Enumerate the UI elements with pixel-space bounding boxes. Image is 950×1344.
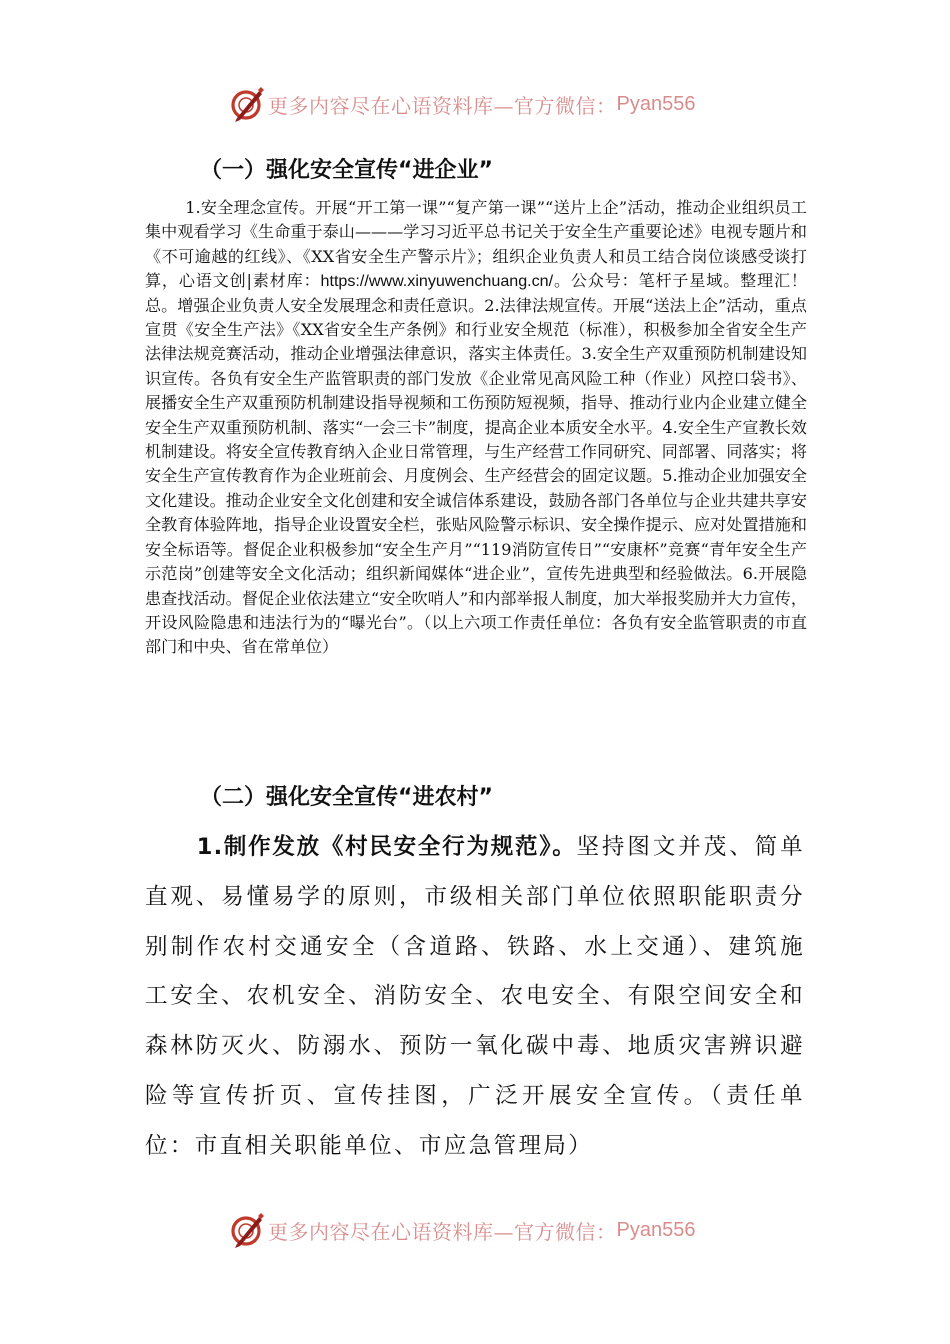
header-watermark-banner — [228, 84, 695, 124]
banner-wechat-id: Pyan556 — [616, 92, 696, 115]
footer-watermark-banner — [228, 1210, 695, 1250]
section-1-heading: （一）强化安全宣传“进企业” — [200, 158, 493, 183]
section-1-body-part-1: 1.安全理念宣传。开展“开工第一课”“复产第一课”“送片上企”活动，推动企业组织员工集中观看学习《生命重于泰山———学习习近平总书记关于安全生产重要论述》电视专题片和《不可逾越的红线》、《XX省安全生产警示片》；组织企业负责人和员工结合岗位谈感受谈打算，心语文创|素材库： — [145, 198, 807, 291]
section-2-body-text: 坚持图文并茂、简单直观、易懂易学的原则，市级相关部门单位依照职能职责分别制作农村交通安全（含道路、铁路、水上交通）、建筑施工安全、农机安全、消防安全、农电安全、有限空间安全和森林防灭火、防溺水、预防一氧化碳中毒、地质灾害辨识避险等宣传折页、宣传挂图，广泛开展安全宣传。（责任单位：市直相关职能单位、市应急管理局） — [145, 834, 805, 1159]
section-1-body-url: https://www.xinyuwenchuang.cn/ — [320, 272, 554, 291]
banner-wechat-id: Pyan556 — [616, 1218, 696, 1241]
section-2-body — [145, 823, 805, 1172]
pen-seal-logo-icon — [228, 1211, 266, 1249]
section-1-body-part-3: 。公众号：笔杆子星域。整理汇！总。增强企业负责人安全发展理念和责任意识。2.法律法规宣传。开展“送法上企”活动，重点宣贯《安全生产法》《XX省安全生产条例》和行业安全规范（标准），积极参加全省安全生产法律法规竞赛活动，推动企业增强法律意识，落实主体责任。3.安全生产双重预防机制建设知识宣传。各负有安全生产监管职责的部门发放《企业常见高风险工种（作业）风控口袋书》、展播安全生产双重预防机制建设指导视频和工伤预防短视频，指导、推动行业内企业建立健全安全生产双重预防机制、落实“一会三卡”制度，提高企业本质安全水平。4.安全生产宣教长效机制建设。将安全宣传教育纳入企业日常管理，与生产经营工作同研究、同部署、同落实；将安全生产宣传教育作为企业班前会、月度例会、生产经营会的固定议题。5.推动企业加强安全文化建设。推动企业安全文化创建和安全诚信体系建设，鼓励各部门各单位与企业共建共享安全教育体验阵地，指导企业设置安全栏，张贴风险警示标识、安全操作提示、应对处置措施和安全标语等。督促企业积极参加“安全生产月”“119消防宣传日”“安康杯”竞赛“青年安全生产示范岗”创建等安全文化活动；组织新闻媒体“进企业”，宣传先进典型和经验做法。6.开展隐患查找活动。督促企业依法建立“安全吹哨人”和内部举报人制度，加大举报奖励并大力宣传，开设风险隐患和违法行为的“曝光台”。（以上六项工作责任单位：各负有安全监管职责的市直部门和中央、省在常单位） — [145, 271, 807, 657]
pen-seal-logo-icon — [228, 85, 266, 123]
section-1-body — [145, 196, 807, 660]
section-2-heading: （二）强化安全宣传“进农村” — [200, 785, 493, 810]
banner-text: 更多内容尽在心语资料库—官方微信： — [268, 1219, 617, 1244]
section-2-lead: 1.制作发放《村民安全行为规范》。 — [196, 834, 577, 860]
banner-text: 更多内容尽在心语资料库—官方微信： — [268, 93, 617, 118]
